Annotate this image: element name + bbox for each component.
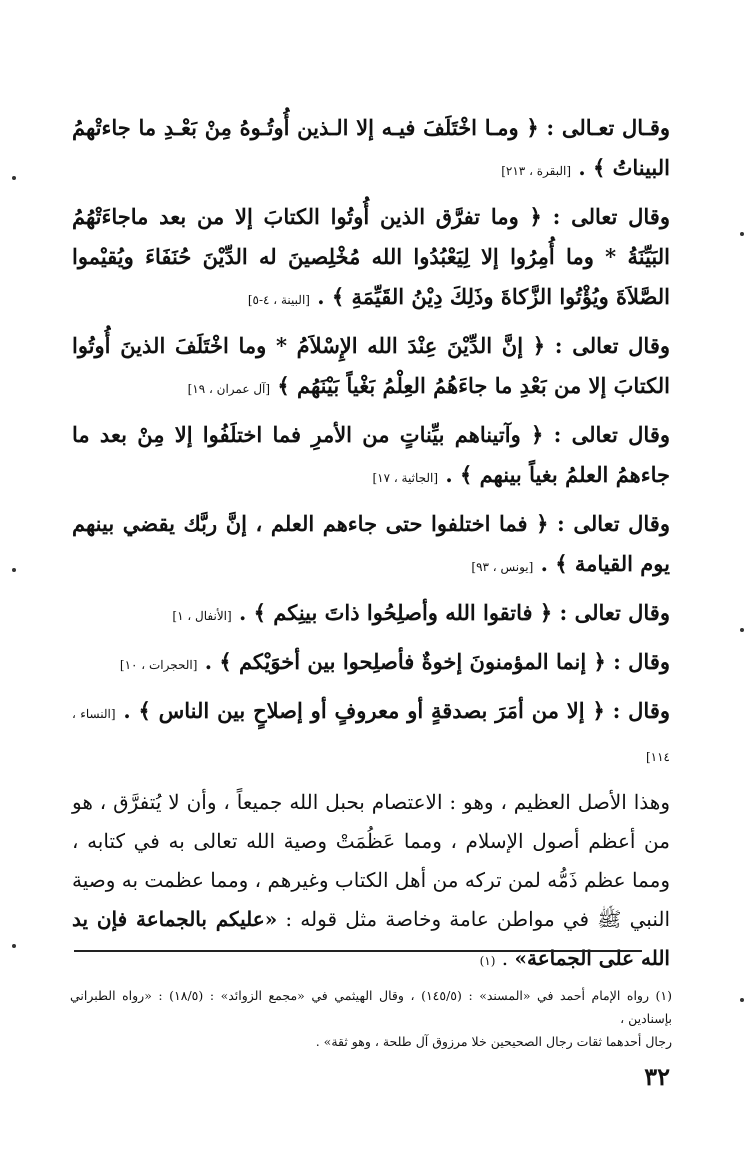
verse-text: وقال تعالى : ﴿ فاتقوا الله وأصلِحُوا ذاتَ بينِكم ﴾ . — [239, 600, 670, 625]
verse-block-8 — [72, 691, 670, 777]
verse-text: وقـال تعـالى : ﴿ ومـا اخْتَلَفَ فيـه إلا الـذين أُوتُـوهُ مِنْ بَعْـدِ ما جاءتْهمُ البيناتُ ﴾ . — [72, 115, 670, 180]
paragraph-text: وهذا الأصل العظيم ، وهو : الاعتصام بحبل الله جميعاً ، وأن لا يُتفرَّق ، هو من أعظم أصول الإسلام ، ومما عَظُمَتْ وصية الله تعالى به في كتابه ، ومما عظم ذَمُّه لمن تركه من أهل الكتاب وغيرهم ، ومما عظمت به وصية النبي ﷺ في مواطن عامة وخاصة مثل قوله : — [72, 790, 671, 931]
verse-text: وقال : ﴿ إنما المؤمنونَ إخوةٌ فأصلِحوا بين أخوَيْكم ﴾ . — [204, 649, 670, 674]
verse-block-7 — [72, 642, 670, 685]
verse-reference: [الحجرات ، ١٠] — [119, 658, 198, 672]
main-text — [72, 108, 670, 981]
footnote-marker: (١) — [479, 954, 496, 968]
verse-reference: [البقرة ، ٢١٣] — [501, 164, 572, 178]
footnote — [70, 984, 672, 1053]
paragraph-end: . — [501, 946, 515, 970]
verse-block-5 — [72, 504, 670, 587]
verse-text: وقال تعالى : ﴿ فما اختلفوا حتى جاءهم العلم ، إنَّ ربَّك يقضي بينهم يوم القيامة ﴾ . — [72, 511, 670, 576]
page-number: ٣٢ — [644, 1062, 670, 1091]
verse-block-6 — [72, 593, 670, 636]
scan-speck — [740, 998, 744, 1002]
verse-block-1 — [72, 108, 670, 191]
scan-speck — [12, 944, 16, 948]
scan-speck — [12, 568, 16, 572]
verse-block-2 — [72, 197, 670, 320]
verse-block-3 — [72, 326, 670, 409]
verse-reference: [يونس ، ٩٣] — [471, 560, 534, 574]
verse-reference: [النساء ، ١١٤] — [72, 707, 670, 764]
scan-speck — [740, 628, 744, 632]
verse-text: وقال : ﴿ إلا من أمَرَ بصدقةٍ أو معروفٍ أو إصلاحٍ بين الناس ﴾ . — [123, 698, 671, 723]
verse-reference: [آل عمران ، ١٩] — [187, 382, 271, 396]
verse-reference: [البينة ، ٤-٥] — [247, 293, 310, 307]
hadith-quote: «عليكم بالجماعة فإن يد الله على الجماعة» — [72, 907, 670, 970]
footnote-divider — [74, 950, 642, 952]
verse-text: وقال تعالى : ﴿ وما تفرَّق الذين أُوتُوا الكتابَ إلا من بعد ماجاءَتْهُمُ البَيِّنَةُ * وما أُمِرُوا إلا لِيَعْبُدُوا الله مُخْلِصينَ له الدِّيْنَ حُنَفَاءَ ويُقيْموا الصَّلاَةَ ويُؤْتُوا الزَّكاةَ وذَلِكَ دِيْنُ القَيِّمَةِ ﴾ . — [72, 204, 670, 309]
verse-text: وقال تعالى : ﴿ إنَّ الدِّيْنَ عِنْدَ الله الإِسْلاَمُ * وما اخْتَلَفَ الذينَ أُوتُوا الكتابَ إلا من بَعْدِ ما جاءَهُمُ العِلْمُ بَغْياً بَيْنَهُم ﴾ — [72, 333, 670, 398]
verse-block-4 — [72, 415, 670, 498]
verse-reference: [الأنفال ، ١] — [172, 609, 232, 623]
scan-speck — [12, 176, 16, 180]
scan-speck — [740, 232, 744, 236]
footnote-line-2: رجال أحدهما ثقات رجال الصحيحين خلا مرزوق آل طلحة ، وهو ثقة» . — [315, 1034, 672, 1049]
footnote-line-1: (١) رواه الإمام أحمد في «المسند» : (١٤٥/٥) ، وقال الهيثمي في «مجمع الزوائد» : (١٨/٥) : «رواه الطبراني بإسنادين ، — [70, 988, 673, 1026]
verse-reference: [الجاثية ، ١٧] — [372, 471, 439, 485]
verse-text: وقال تعالى : ﴿ وآتيناهم بيِّناتٍ من الأمرِ فما اختلَفُوا إلا مِنْ بعد ما جاءهمُ العلمُ بغياً بينهم ﴾ . — [72, 422, 670, 487]
